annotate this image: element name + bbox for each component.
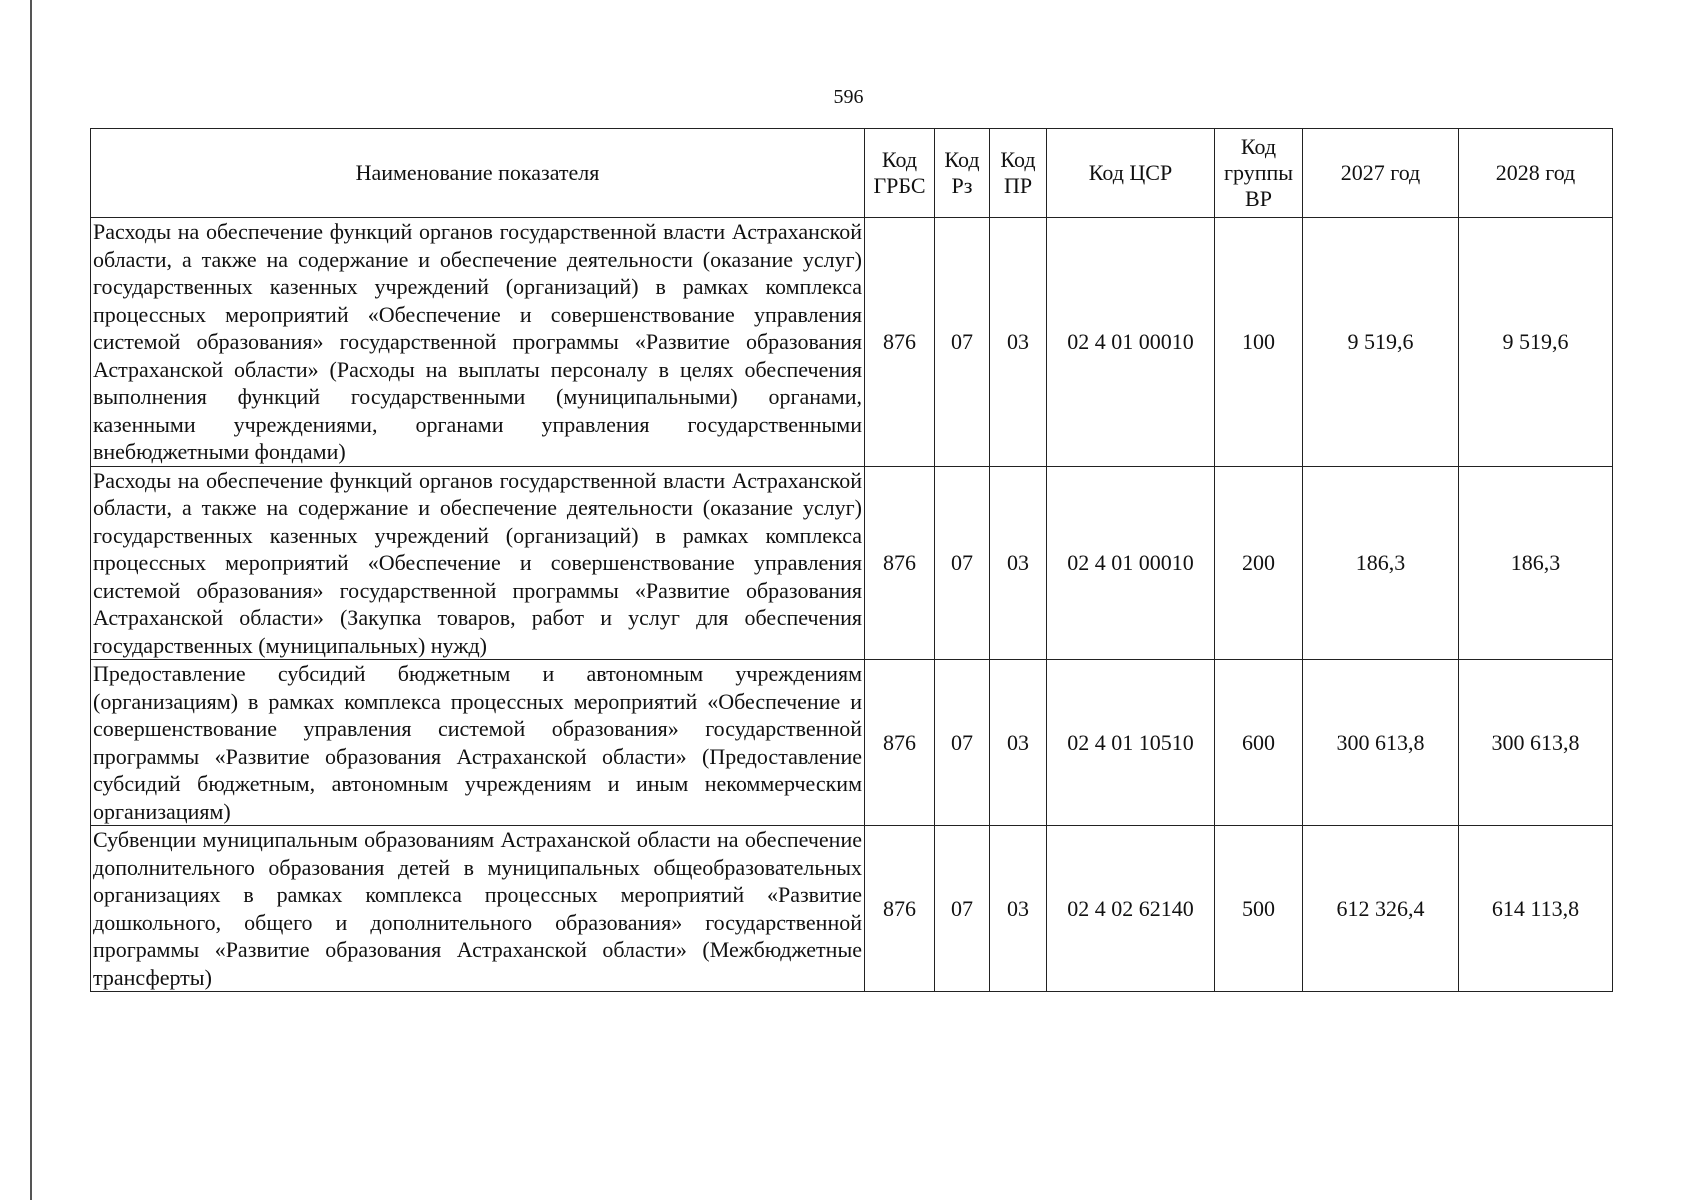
row-vr: 200: [1215, 466, 1303, 660]
row-2028: 9 519,6: [1459, 218, 1613, 467]
row-2028: 300 613,8: [1459, 660, 1613, 826]
row-name: Субвенции муниципальным образованиям Астраханской области на обеспечение дополнительного образования детей в муниципальных общеобразовательных организациях в рамках комплекса процессных мероприятий «Развитие дошкольного, общего и дополнительного образования» государственной программы «Развитие образования Астраханской области» (Межбюджетные трансферты): [91, 826, 865, 992]
row-2028: 186,3: [1459, 466, 1613, 660]
row-rz: 07: [935, 826, 990, 992]
row-grbs: 876: [865, 826, 935, 992]
row-pr: 03: [990, 660, 1047, 826]
header-vr: Код группы ВР: [1215, 129, 1303, 218]
table-row: [91, 218, 1613, 467]
row-2027: 300 613,8: [1303, 660, 1459, 826]
row-name: Расходы на обеспечение функций органов государственной власти Астраханской области, а также на содержание и обеспечение деятельности (оказание услуг) государственных казенных учреждений (организаций) в рамках комплекса процессных мероприятий «Обеспечение и совершенствование управления системой образования» государственной программы «Развитие образования Астраханской области» (Закупка товаров, работ и услуг для обеспечения государственных (муниципальных) нужд): [91, 466, 865, 660]
row-grbs: 876: [865, 660, 935, 826]
row-2028: 614 113,8: [1459, 826, 1613, 992]
table-row: [91, 660, 1613, 826]
row-csr: 02 4 01 00010: [1047, 466, 1215, 660]
row-rz: 07: [935, 660, 990, 826]
row-2027: 186,3: [1303, 466, 1459, 660]
header-2027: 2027 год: [1303, 129, 1459, 218]
budget-table: [90, 128, 1613, 992]
row-vr: 100: [1215, 218, 1303, 467]
header-name: Наименование показателя: [91, 129, 865, 218]
row-vr: 600: [1215, 660, 1303, 826]
header-pr: Код ПР: [990, 129, 1047, 218]
page-number: 596: [833, 86, 864, 108]
header-csr: Код ЦСР: [1047, 129, 1215, 218]
row-name: Предоставление субсидий бюджетным и автономным учреждениям (организациям) в рамках комплекса процессных мероприятий «Обеспечение и совершенствование управления системой образования» государственной программы «Развитие образования Астраханской области» (Предоставление субсидий бюджетным, автономным учреждениям и иным некоммерческим организациям): [91, 660, 865, 826]
header-rz: Код Рз: [935, 129, 990, 218]
row-vr: 500: [1215, 826, 1303, 992]
page-margin-line: [30, 0, 32, 1200]
row-pr: 03: [990, 826, 1047, 992]
header-2028: 2028 год: [1459, 129, 1613, 218]
table-header-row: [91, 129, 1613, 218]
row-csr: 02 4 02 62140: [1047, 826, 1215, 992]
header-grbs: Код ГРБС: [865, 129, 935, 218]
row-2027: 9 519,6: [1303, 218, 1459, 467]
row-grbs: 876: [865, 466, 935, 660]
row-rz: 07: [935, 466, 990, 660]
table-row: [91, 466, 1613, 660]
row-grbs: 876: [865, 218, 935, 467]
table-row: [91, 826, 1613, 992]
row-name: Расходы на обеспечение функций органов государственной власти Астраханской области, а также на содержание и обеспечение деятельности (оказание услуг) государственных казенных учреждений (организаций) в рамках комплекса процессных мероприятий «Обеспечение и совершенствование управления системой образования» государственной программы «Развитие образования Астраханской области» (Расходы на выплаты персоналу в целях обеспечения выполнения функций государственными (муниципальными) органами, казенными учреждениями, органами управления государственными внебюджетными фондами): [91, 218, 865, 467]
row-pr: 03: [990, 466, 1047, 660]
row-csr: 02 4 01 00010: [1047, 218, 1215, 467]
row-pr: 03: [990, 218, 1047, 467]
row-csr: 02 4 01 10510: [1047, 660, 1215, 826]
row-2027: 612 326,4: [1303, 826, 1459, 992]
row-rz: 07: [935, 218, 990, 467]
